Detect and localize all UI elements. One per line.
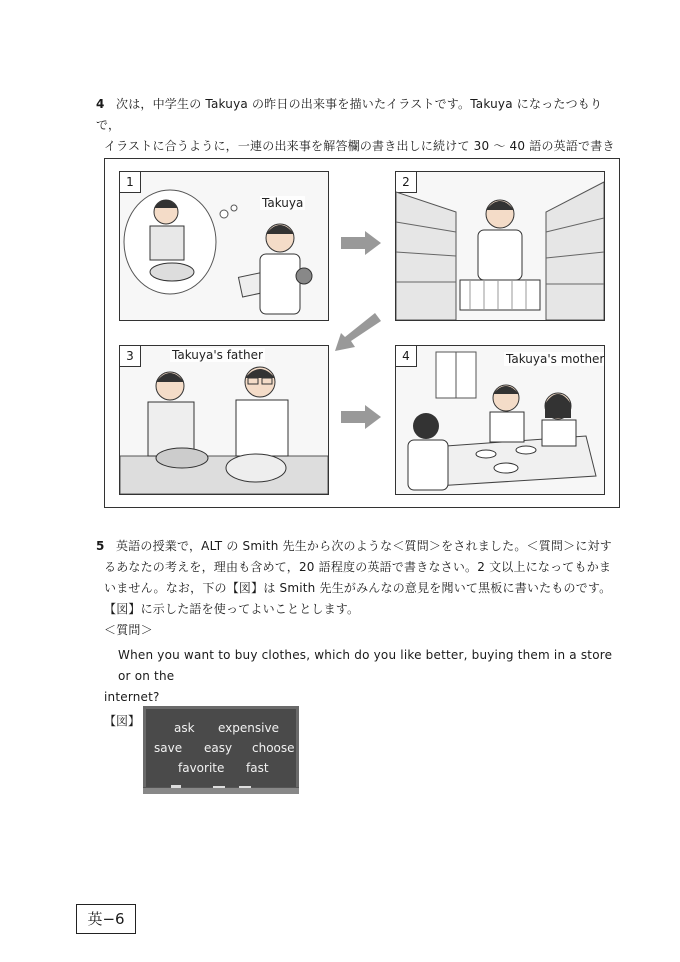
question-4-number: 4 [96,97,105,111]
chalk-piece [213,786,225,788]
arrow-right-icon [341,231,381,255]
page-number-box: 英−6 [76,904,136,934]
panel-number: 2 [396,172,417,193]
question-5-line-1: 5 英語の授業で，ALT の Smith 先生から次のような＜質問＞をされました。＜質問＞に対す [96,536,626,557]
question-5-number: 5 [96,539,105,553]
question-label: ＜質問＞ [104,623,153,637]
board-word-favorite: favorite [178,761,225,775]
panel-3 [119,345,329,495]
panel-2 [395,171,605,321]
question-4-line-2: イラストに合うように，一連の出来事を解答欄の書き出しに続けて 30 ～ 40 語の英語で書き [104,139,615,153]
question-4-line-1: 4 次は，中学生の Takuya の昨日の出来事を描いたイラストです。Takuya になったつもりで， [96,94,626,136]
panel-4 [395,345,605,495]
board-word-ask: ask [174,721,195,735]
panel-3-label: Takuya's father [172,348,263,362]
panel-number: 1 [120,172,141,193]
illustration-frame [104,158,620,508]
arrow-right-icon [341,405,381,429]
chalk-tray [143,787,299,794]
panel-1 [119,171,329,321]
panel-4-label: Takuya's mother [506,352,605,366]
question-5-line-2: るあなたの考えを，理由も含めて，20 語程度の英語で書きなさい。2 文以上になってもかま [104,560,612,574]
panel-number: 3 [120,346,141,367]
blackboard [143,706,299,790]
question-english-line-2: internet? [104,690,160,704]
board-word-fast: fast [246,761,269,775]
question-5-text [96,536,626,708]
panel-1-label: Takuya [262,196,304,210]
panel-2-illustration [396,172,604,320]
question-english-line-1: When you want to buy clothes, which do you like better, buying them in a store or on the [118,648,613,683]
board-word-expensive: expensive [218,721,279,735]
figure-label: 【図】 [104,714,141,728]
panel-4-illustration [396,346,604,494]
arrow-down-left-icon [335,311,381,351]
panel-1-illustration [120,172,328,320]
question-5-line-3: いません。なお，下の【図】は Smith 先生がみんなの意見を聞いて黒板に書いたものです。 [104,581,612,595]
panel-number: 4 [396,346,417,367]
panel-3-illustration [120,346,328,494]
board-word-choose: choose [252,741,295,755]
chalk-piece [239,786,251,788]
board-word-easy: easy [204,741,233,755]
board-word-save: save [154,741,183,755]
chalk-piece [171,785,181,788]
question-5-line-4: 【図】に示した語を使ってよいこととします。 [104,602,360,616]
